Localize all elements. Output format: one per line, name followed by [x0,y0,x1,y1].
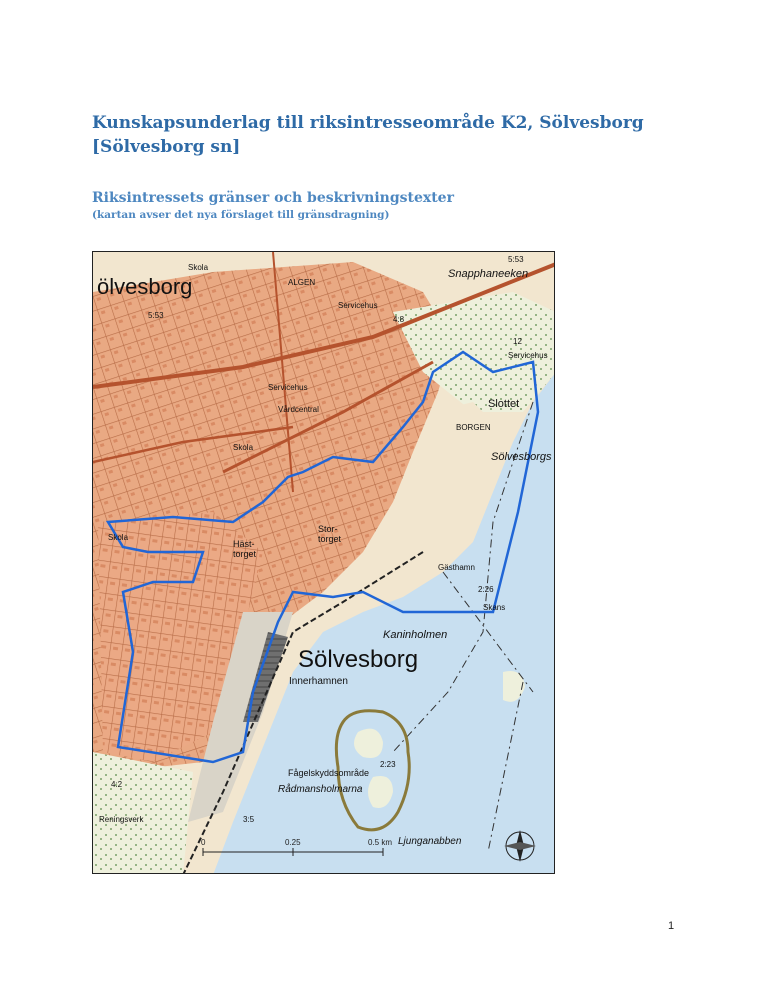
map-label-skans: Skans [483,603,506,612]
section-heading: Riksintressets gränser och beskrivningstexter [92,190,454,206]
map-label-gasthamn: Gästhamn [438,563,475,572]
document-title: Kunskapsunderlag till riksintresseområde K2, Sölvesborg [Sölvesborg sn] [92,113,644,157]
map-label-height-42: 4:2 [111,780,123,789]
map-label-servicehus-2: Servicehus [508,351,548,360]
section-subheading: (kartan avser det nya förslaget till gränsdragning) [92,209,390,221]
map-label-servicehus-3: Servicehus [268,383,308,392]
map-label-innerhamnen: Innerhamnen [289,676,348,687]
map-label-height-553: 5:53 [148,311,164,320]
map-figure [92,251,555,874]
scale-label-half: 0.5 km [368,838,393,847]
map-label-height-35: 3:5 [243,815,255,824]
map-label-reningsverk: Reningsverk [99,815,144,824]
map-label-stortorget: Stor-torget [318,524,342,544]
forest-area-south [93,752,193,874]
scale-label-quarter: 0.25 [285,838,301,847]
map-label-hasttorget: Häst-torget [233,539,257,559]
map-label-fagelskydd: Fågelskyddsområde [288,768,370,778]
map-label-slottet: Slottet [488,398,520,410]
scale-label-zero: 0 [201,838,206,847]
map-label-height-12: 12 [513,337,522,346]
map-label-ljunganabben: Ljunganabben [398,836,462,847]
map-label-kaninholmen: Kaninholmen [383,629,448,641]
map-label-solvesborgsviken: Sölvesborgs [491,451,552,463]
map-label-radmansholmarna: Rådmansholmarna [278,784,363,795]
map-label-height-226: 2:26 [478,585,494,594]
map-label-servicehus-1: Servicehus [338,301,378,310]
map-label-skola-left: Skola [108,533,129,542]
map-label-town-top: ölvesborg [97,274,193,299]
map-label-skola-mid: Skola [233,443,254,452]
map-svg [93,252,555,874]
map-label-town-main: Sölvesborg [298,646,419,673]
page-number: 1 [668,920,675,932]
map-label-borgen: BORGEN [456,423,491,432]
map-label-snapphaneeken: Snapphaneeken [448,268,529,280]
map-label-height-48: 4:8 [393,315,405,324]
map-label-height-553-top: 5:53 [508,255,524,264]
map-label-vardcentral: Vårdcentral [278,405,319,414]
map-label-algen: ALGEN [288,278,316,287]
map-label-skola-top: Skola [188,263,209,272]
map-label-height-223: 2:23 [380,760,396,769]
